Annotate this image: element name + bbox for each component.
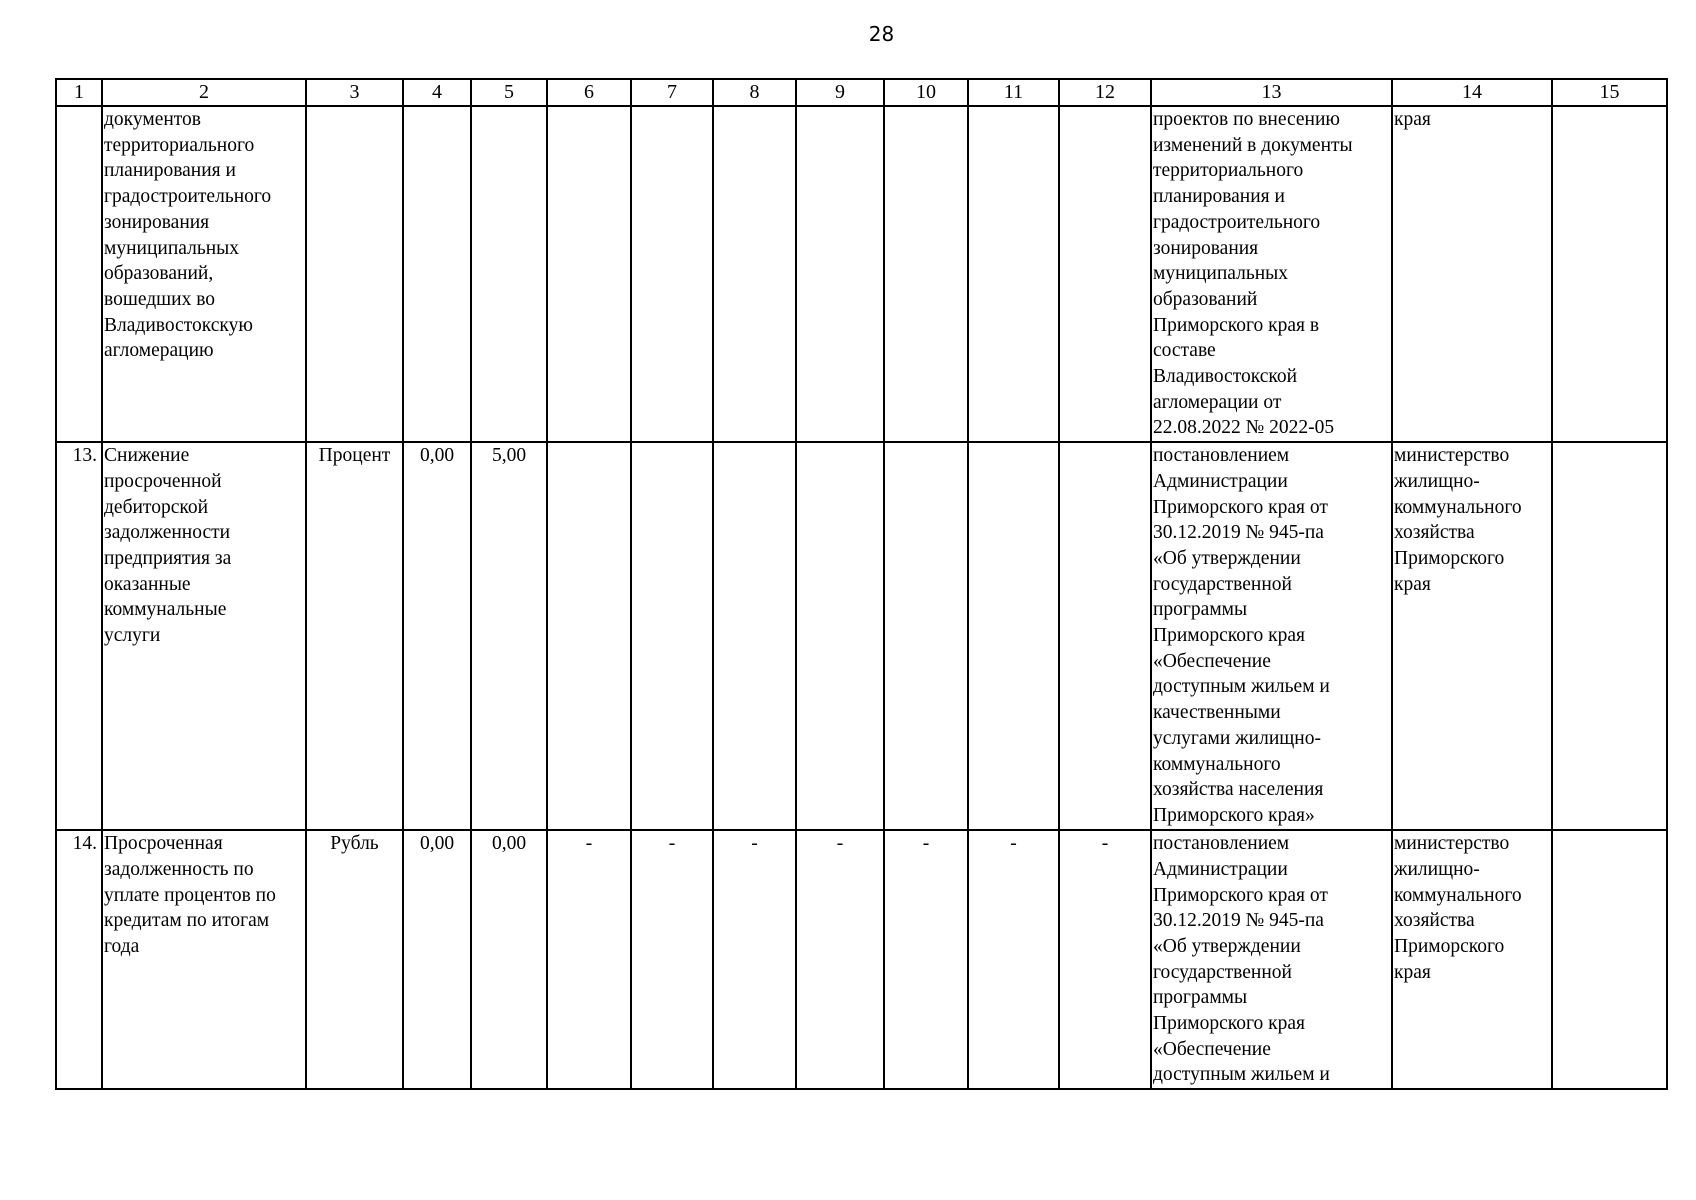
table-row [56, 830, 1667, 1089]
value-cell [713, 106, 796, 442]
indicator-name: Снижение просроченной дебиторской задолженности предприятия за оказанные коммунальные услуги [102, 442, 306, 830]
table-row [56, 442, 1667, 830]
responsible-cell: края [1392, 106, 1552, 442]
unit-cell [306, 106, 403, 442]
unit-cell: Рубль [306, 830, 403, 1089]
row-number: 13. [56, 442, 102, 830]
value-cell [796, 106, 884, 442]
value-cell: 0,00 [471, 830, 547, 1089]
header-cell: 8 [713, 79, 796, 106]
value-cell [968, 106, 1059, 442]
value-cell: 5,00 [471, 442, 547, 830]
value-cell [884, 106, 968, 442]
value-cell [547, 106, 631, 442]
value-cell [403, 106, 471, 442]
indicator-name: документов территориального планирования и градостроительного зонирования муниципальных образований, вошедших во Владивостокскую агломерацию [102, 106, 306, 442]
page-number: 28 [868, 22, 895, 46]
document-cell: постановлением Администрации Приморского края от 30.12.2019 № 945-па «Об утверждении государственной программы Приморского края «Обеспечение доступным жильем и качественными услугами жилищно- коммунального хозяйства населения Приморского края» [1151, 442, 1392, 830]
row-number [56, 106, 102, 442]
header-cell: 12 [1059, 79, 1151, 106]
value-cell [968, 442, 1059, 830]
document-cell: постановлением Администрации Приморского края от 30.12.2019 № 945-па «Об утверждении государственной программы Приморского края «Обеспечение доступным жильем и [1151, 830, 1392, 1089]
value-cell [884, 442, 968, 830]
responsible-cell: министерство жилищно- коммунального хозяйства Приморского края [1392, 830, 1552, 1089]
value-cell [1059, 106, 1151, 442]
header-cell: 15 [1552, 79, 1667, 106]
value-cell [1552, 442, 1667, 830]
header-cell: 13 [1151, 79, 1392, 106]
header-cell: 9 [796, 79, 884, 106]
value-cell: - [631, 830, 713, 1089]
header-cell: 1 [56, 79, 102, 106]
value-cell [631, 106, 713, 442]
value-cell: 0,00 [403, 442, 471, 830]
header-cell: 2 [102, 79, 306, 106]
row-number: 14. [56, 830, 102, 1089]
value-cell: - [796, 830, 884, 1089]
value-cell [1552, 106, 1667, 442]
value-cell: - [884, 830, 968, 1089]
table-row [56, 106, 1667, 442]
header-cell: 4 [403, 79, 471, 106]
value-cell [1059, 442, 1151, 830]
value-cell: - [713, 830, 796, 1089]
value-cell [796, 442, 884, 830]
header-cell: 5 [471, 79, 547, 106]
value-cell [631, 442, 713, 830]
header-cell: 3 [306, 79, 403, 106]
responsible-cell: министерство жилищно- коммунального хозяйства Приморского края [1392, 442, 1552, 830]
header-row [56, 79, 1667, 106]
header-cell: 11 [968, 79, 1059, 106]
value-cell [547, 442, 631, 830]
value-cell: - [968, 830, 1059, 1089]
unit-cell: Процент [306, 442, 403, 830]
header-cell: 14 [1392, 79, 1552, 106]
indicators-table [55, 78, 1668, 1090]
indicator-name: Просроченная задолженность по уплате процентов по кредитам по итогам года [102, 830, 306, 1089]
header-cell: 6 [547, 79, 631, 106]
value-cell: - [547, 830, 631, 1089]
value-cell [471, 106, 547, 442]
header-cell: 7 [631, 79, 713, 106]
value-cell [713, 442, 796, 830]
value-cell: - [1059, 830, 1151, 1089]
value-cell [1552, 830, 1667, 1089]
document-cell: проектов по внесению изменений в документы территориального планирования и градостроительного зонирования муниципальных образований Приморского края в составе Владивостокской агломерации от 22.08.2022 № 2022-05 [1151, 106, 1392, 442]
value-cell: 0,00 [403, 830, 471, 1089]
header-cell: 10 [884, 79, 968, 106]
